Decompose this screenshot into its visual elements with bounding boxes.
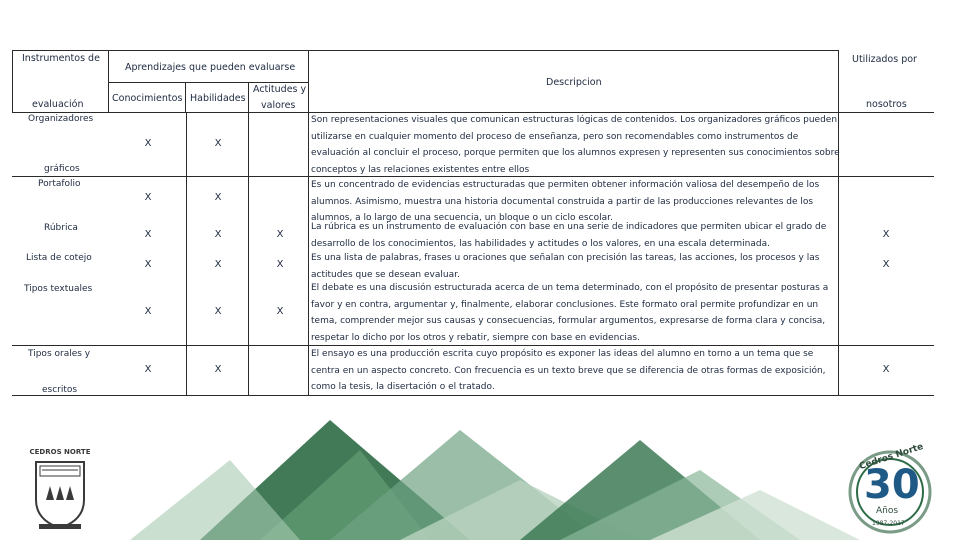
header-actitudes: Actitudes y [253, 84, 307, 95]
col-border [12, 50, 13, 112]
row-name: escritos [42, 385, 78, 395]
decorative-footer-shapes [0, 400, 960, 540]
check-conocimientos: X [144, 138, 152, 149]
row-name: Lista de cotejo [26, 253, 92, 263]
check-actitudes: X [276, 306, 284, 317]
check-habilidades: X [214, 138, 222, 149]
table-top-border [12, 50, 838, 51]
check-habilidades: X [214, 364, 222, 375]
header-habilidades: Habilidades [190, 93, 246, 104]
check-conocimientos: X [144, 192, 152, 203]
col-border [108, 50, 109, 112]
check-conocimientos: X [144, 306, 152, 317]
logo-right-title: Cedros Norte [858, 441, 925, 473]
check-habilidades: X [214, 306, 222, 317]
check-conocimientos: X [144, 229, 152, 240]
check-habilidades: X [214, 259, 222, 270]
col-border [186, 112, 187, 395]
crest-icon [22, 456, 98, 532]
logo-right-years: 1987-2017 [872, 520, 905, 527]
header-instrumentos: Instrumentos de [22, 53, 100, 64]
logo-left-title: CEDROS NORTE [29, 448, 91, 456]
header-nosotros: nosotros [866, 99, 907, 110]
subheader-divider [108, 82, 308, 83]
logo-right-anos: Años [876, 506, 899, 516]
anniversary-30-logo [840, 440, 940, 538]
header-utilizados: Utilizados por [852, 54, 917, 65]
header-evaluacion: evaluación [32, 99, 84, 110]
header-conocimientos: Conocimientos [112, 93, 183, 104]
col-border [185, 82, 186, 112]
col-border [248, 82, 249, 395]
row-description: Son representaciones visuales que comunican estructuras lógicas de contenidos. Los organizadores gráficos pueden utilizarse en cualquier momento del proceso de enseñanza, pero son recomendables como instrumentos de evaluación al concluir el proceso, porque permiten que los alumnos expresen y representen sus conocimientos sobre conceptos y las relaciones existentes entre ellos [311, 115, 840, 175]
row-description: La rúbrica es un instrumento de evaluación con base en una serie de indicadores que permiten ubicar el grado de desarrollo de los conocimientos, las habilidades y actitudes o los valores, en una escala determinada. [311, 222, 827, 249]
check-utilizado: X [882, 259, 890, 270]
check-habilidades: X [214, 229, 222, 240]
header-descripcion: Descripcion [546, 77, 602, 88]
header-aprendizajes: Aprendizajes que pueden evaluarse [125, 62, 296, 73]
check-actitudes: X [276, 259, 284, 270]
check-habilidades: X [214, 192, 222, 203]
row-name: Tipos textuales [24, 284, 93, 294]
check-conocimientos: X [144, 364, 152, 375]
row-name: Organizadores [28, 114, 94, 124]
check-utilizado: X [882, 229, 890, 240]
col-border [308, 50, 309, 395]
row-name: gráficos [44, 164, 80, 174]
row-name: Portafolio [38, 179, 81, 189]
logo-right-number: 30 [864, 462, 920, 508]
check-actitudes: X [276, 229, 284, 240]
row-description: El debate es una discusión estructurada acerca de un tema determinado, con el propósito de presentar posturas a favor y en contra, argumentar y, finalmente, elaborar conclusiones. Este formato oral permite profundizar en un tema, comprender mejor sus causas y consecuencias, formular argumentos, expresarse de forma clara y concisa, respetar lo dicho por los otros y rebatir, siempre con base en evidencias. [311, 283, 829, 343]
check-utilizado: X [882, 364, 890, 375]
row-name: Rúbrica [44, 223, 78, 233]
header-valores: valores [261, 100, 296, 111]
check-conocimientos: X [144, 259, 152, 270]
row-name: Tipos orales y [28, 349, 91, 359]
row-description: Es una lista de palabras, frases u oraciones que señalan con precisión las tareas, las acciones, los procesos y las actitudes que se desean evaluar. [311, 253, 820, 280]
cedros-norte-crest-logo [22, 448, 98, 536]
row-description: El ensayo es una producción escrita cuyo propósito es exponer las ideas del alumno en torno a un tema que se centra en un aspecto concreto. Con frecuencia es un texto breve que se diferencia de otras formas de exposición, como la tesis, la disertación o el tratado. [311, 349, 826, 392]
row-description: Es un concentrado de evidencias estructuradas que permiten obtener información valiosa del desempeño de los alumnos. Asimismo, muestra una historia documental construida a partir de las producciones relevantes de los alumnos, a lo largo de una secuencia, un bloque o un ciclo escolar. [311, 180, 820, 223]
